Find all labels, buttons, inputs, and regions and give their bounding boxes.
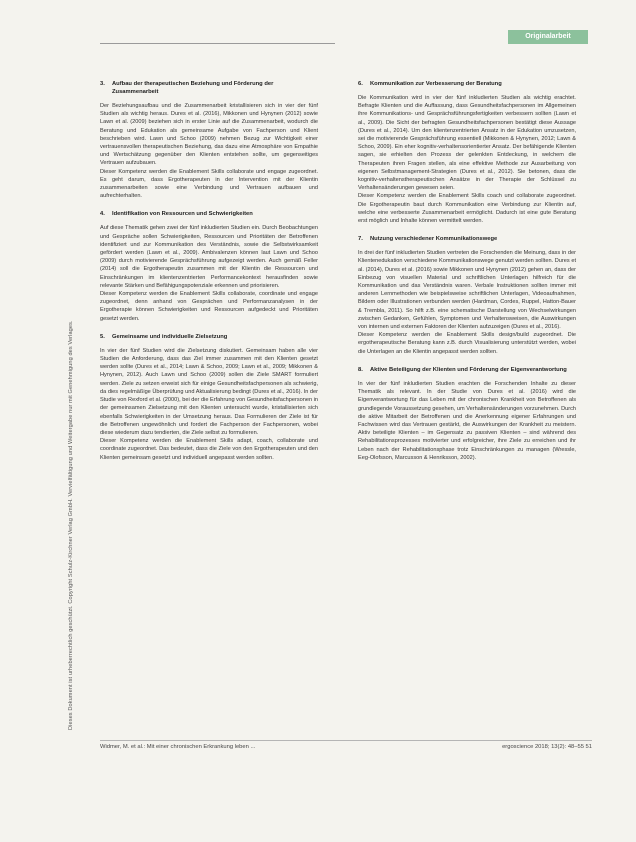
paragraph: In drei der fünf inkludierten Studien vertreten die Forschenden die Meinung, dass in der Klientenedukation verschiedene Kommunikationswege genutzt werden sollten. Dures et al. (2014), Dures et al. (2016) sowie Mikkonen und Hynynen (2012) gehen an, dass der Einbezug von visuellen Material und schriftlichen Unterlagen hilfreich für die Kommunikation und das Verständnis waren. Verbale Instruktionen sollten immer mit anderen Lernmethoden wie beispielsweise schriftlichen Unterlagen, Videoaufnahmen, Bildern oder Illustrationen verbunden werden (Hardman, Cordes, Ruppel, Hatton-Bauer & Trembla, 2011). So hilft z.B. eine schematische Darstellung von Wechselwirkungen zwischen Gedanken, Gefühlen, Symptomen und Verhaltensweisen, die Auswirkungen von internen und externen Faktoren der Klienten aufzuzeigen (Dures et al., 2016). — [358, 250, 576, 331]
section-number: 4. — [100, 211, 105, 218]
section-number: 5. — [100, 333, 105, 340]
paragraph: In vier der fünf Studien wird die Zielsetzung diskutiert. Gemeinsam haben alle vier Studien die Anforderung, dass das Ziel immer zusammen mit den Klienten gesetzt werden sollte (Dures et al., 2014; Lawn & Schoo, 2009; Lawn et al., 2009; Mikkonen & Hynynen, 2012). Auch Lawn und Schoo (2009) sollen die Ziele SMART formuliert werden. Ziele zu setzen erweist sich für einige Gesundheitsfachpersonen als schwierig, da dies regelmäßige Überprüfung und Aktualisierung bedingt (Dures et al., 2016). In der Studie von Rexford et al. (2000), bei der die Erfahrung von Gesundheitsfachpersonen in der gemeinsamen Zielsetzung mit den Klienten untersucht wurde, kristallisierten sich ebenfalls Schwierigkeiten in der Umsetzung heraus. Das Formulieren der Ziele ist für die Betroffenen ungewöhnlich und fordert die Fachperson der Fachpersonen, wobei diese wiederum dazu tendierten, die Ziele selbst zu formulieren. — [100, 347, 318, 436]
section-number: 3. — [100, 81, 105, 87]
footer-rule — [100, 740, 592, 741]
section-heading — [358, 80, 576, 88]
section-title: Kommunikation zur Verbesserung der Beratung — [370, 81, 502, 87]
section-number: 6. — [358, 81, 363, 87]
section-title: Identifikation von Ressourcen und Schwierigkeiten — [112, 211, 253, 218]
section-4 — [100, 210, 318, 322]
section-label: Originalarbeit — [508, 30, 588, 44]
section-heading — [358, 366, 576, 374]
section-heading — [100, 80, 318, 96]
copyright-side-note — [58, 40, 72, 740]
section-heading — [100, 333, 318, 341]
section-7 — [358, 235, 576, 356]
paragraph: Dieser Kompetenz werden die Enablement Skills coach und collaborate zugeordnet. Die Ergotherapeutin baut durch Kommunikation eine Verbindung zur Klientin auf, welche eine verbesserte Zusammenarbeit ermöglicht. Dadurch ist eine gute Beratung erst möglich und Inhalte können vermittelt werden. — [358, 193, 576, 225]
section-title: Aktive Beteiligung der Klienten und Förderung der Eigenverantwortung — [370, 366, 567, 373]
section-5 — [100, 333, 318, 462]
paragraph: Auf diese Thematik gehen zwei der fünf inkludierten Studien ein. Durch Beobachtungen und Gespräche sollen Schwierigkeiten, Ressourcen und Prioritäten der Betroffenen identifiziert und zur Kommunikation des Verständnis, sowie die Selbstwirksamkeit gefördert werden (Lawn et al., 2009). Ambivalenzen können laut Lawn und Schoo (2009) durch motivierende Gesprächsführung aufgezeigt werden. Auch gemäß Feller (2014) soll die Ergotherapeutin zusammen mit der Klientin die Ressourcen und Einschränkungen im klientenzentrierten Performancekontext herausfinden sowie relevante Stärken und Befähigungspotenziale erkennen und priorisieren. — [100, 225, 318, 289]
footer-citation: Widmer, M. et al.: Mit einer chronischen Erkrankung leben ... — [100, 744, 256, 750]
section-title: Gemeinsame und individuelle Zielsetzung — [112, 333, 228, 340]
paragraph: Dieser Kompetenz werden die Enablement Skills adapt, coach, collaborate und coordinate zugeordnet. Das bedeutet, dass die Ziele von den Ergotherapeuten und den Klienten gemeinsam gesetzt und individuell angepasst werden sollten. — [100, 438, 318, 461]
section-3 — [100, 80, 318, 200]
section-heading — [358, 235, 576, 243]
paragraph: Der Beziehungsaufbau und die Zusammenarbeit kristallisieren sich in vier der fünf Studien als wichtig heraus. Dures et al. (2016), Mikkonen und Hynynen (2012) sowie Lawn et al. (2009) beziehen sich in erster Linie auf die Zusammenarbeit, wodurch die Beratung und Edukation als gemeinsame Aufgabe von Fachperson und Klient beschrieben wird. Lawn und Schoo (2009) nehmen Bezug zur Wichtigkeit einer vertrauensvollen therapeutischen Beziehung, das dazu eine Atmosphäre von Empathie und Wertschätzung gegenüber den Klienten entstehen sollte, um gegenseitiges Vertrauen aufzubauen. — [100, 103, 318, 167]
paragraph: Dieser Kompetenz werden die Enablement Skills design/build zugeordnet. Die ergotherapeutische Beratung kann z.B. durch Visualisierung unterstützt werden, wobei die Unterlagen an die Klientin angepasst werden sollten. — [358, 332, 576, 355]
paragraph: In vier der fünf inkludierten Studien erachten die Forschenden Inhalte zu dieser Thematik als relevant. In der Studie von Dures et al. (2016) wird die Eigenverantwortung für das Leben mit der chronischen Krankheit von Betroffenen als grundlegende Voraussetzung gesehen, um Verhaltensänderungen vorzunehmen. Durch die aktive Mitarbeit der Betroffenen und die Anerkennung eigener Erfahrungen und Fachwissen wird das Vertrauen gestärkt, die Auswirkungen der Krankheit zu meistern. Aktiv beteiligte Klienten – im Gegensatz zu passiven Klienten – sind während des Rehabilitationsprozesses motivierter und erfolgreicher, ihre Ziele zu erreichen und ihr Leben nach der Rehabilitationsphase trotz Einschränkungen zu managen (Wressle, Eeg-Olofsson, Marcusson & Henriksson, 2002). — [358, 380, 576, 461]
right-column — [358, 80, 576, 472]
section-title: Aufbau der therapeutischen Beziehung und Förderung der Zusammenarbeit — [112, 81, 274, 95]
section-title: Nutzung verschiedener Kommunikationswege — [370, 236, 498, 243]
section-6 — [358, 80, 576, 225]
paragraph: Die Kommunikation wird in vier der fünf inkludierten Studien als wichtig erachtet. Befragte Klienten und die Auffassung, dass Gesundheitsfachpersonen im Allgemeinen ihre Kommunikations- und Gesprächsführungsfertigkeiten verbessern sollten (Lawn et al., 2009). Die Sicht der befragten Gesundheitsfachpersonen bestätigt diese Aussage (Dures et al., 2014). Um den klientenzentrierten Ansatz in der Edukation umzusetzen, sei die motivierende Gesprächsführung essentiell (Mikkonen & Hynynen, 2012; Lawn & Schoo, 2009). Ein eher kognitiv-verhaltensorientierter Ansatz. Der befähigende Klienten sagen, sie erhielten den Prozess der gelenkten Entdeckung, in welchem die Therapeuten ihren Fragen stellen, als eine effektive Methode zur Ausarbeitung von eigenen Selbstmanagement-Strategien (Dures et al., 2012). Sie betonen, dass die kognitiv-verhaltenstherapeutischen Ansätze in der Therapie der Schlüssel zu Verhaltensänderungen gewesen seien. — [358, 95, 576, 192]
footer-journal: ergoscience 2018; 13(2): 48–55 51 — [502, 744, 592, 750]
section-heading — [100, 210, 318, 218]
section-8 — [358, 366, 576, 462]
paragraph: Dieser Kompetenz werden die Enablement Skills collaborate und engage zugeordnet. Es geht darum, dass Ergotherapeuten in der Intervention mit der Klientin zusammenarbeiten sowie eine Verbindung und Vertrauen aufbauen und aufrechterhalten. — [100, 168, 318, 200]
copyright-side-note-text: Dieses Dokument ist urheberrechtlich geschützt. Copyright Schulz-Kirchner Verlag GmbH. Vervielfältigung und Weitergabe nur mit Genehmigung des Verlages. — [68, 320, 74, 730]
paragraph: Dieser Kompetenz werden die Enablement Skills collaborate, coordinate und engage zugeordnet, denn anhand von Gesprächen und Performanzanalysen in der Ergotherapie können Schwierigkeiten und Ressourcen aufgedeckt und Prioritäten gesetzt werden. — [100, 291, 318, 322]
left-column — [100, 80, 318, 472]
section-number: 7. — [358, 236, 363, 243]
section-number: 8. — [358, 366, 363, 373]
header-rule — [100, 43, 335, 44]
